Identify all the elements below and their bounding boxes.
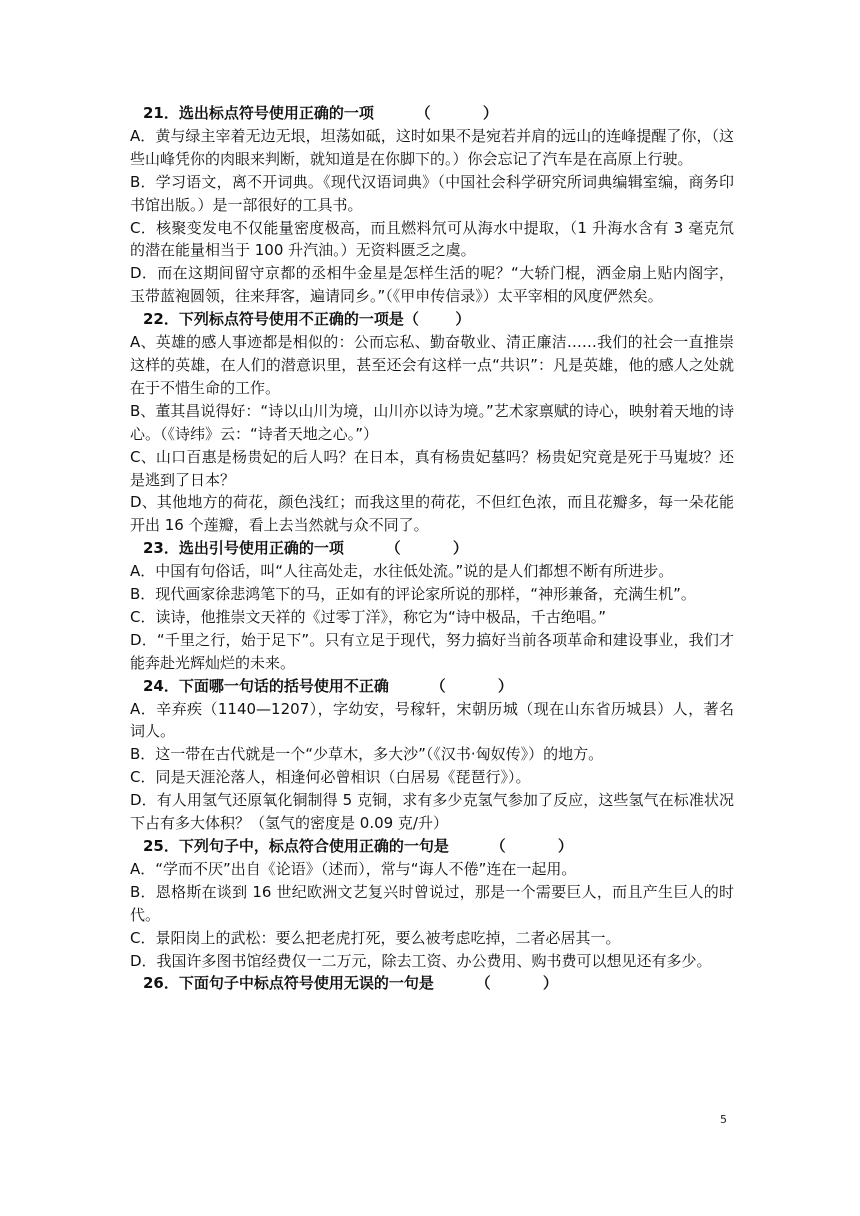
document-body [130,102,734,995]
option-d: D．有人用氢气还原氧化铜制得 5 克铜，求有多少克氢气参加了反应，这些氢气在标准状况下占有多大体积？（氢气的密度是 0.09 克/升） [130,791,734,833]
option-c: C．读诗，他推崇文天祥的《过零丁洋》，称它为“诗中极品，千古绝唱。” [130,607,607,626]
option-d: D．“千里之行，始于足下”。只有立足于现代，努力搞好当前各项革命和建设事业，我们才能奔赴光辉灿烂的未来。 [130,630,734,672]
option-b: B．这一带在古代就是一个“少草木，多大沙”（《汉书·匈奴传》）的地方。 [130,745,604,764]
question-23 [130,537,734,674]
question-24 [130,675,734,835]
option-b: B．恩格斯在谈到 16 世纪欧洲文艺复兴时曾说过，那是一个需要巨人，而且产生巨人的时代。 [130,882,734,924]
option-b: B．学习语文，离不开词典。《现代汉语词典》（中国社会科学研究所词典编辑室编，商务印书馆出版。）是一部很好的工具书。 [130,172,734,214]
question-25 [130,835,734,972]
option-d: D、其他地方的荷花，颜色浅红；而我这里的荷花，不但红色浓，而且花瓣多，每一朵花能开出 16 个莲瓣，看上去当然就与众不同了。 [130,493,734,535]
question-heading: 23．选出引号使用正确的一项 （ ） [143,539,468,558]
option-b: B、董其昌说得好：“诗以山川为境，山川亦以诗为境。”艺术家禀赋的诗心，映射着天地的诗心。（《诗纬》云：“诗者天地之心。”） [130,401,734,443]
option-a: A．黄与绿主宰着无边无垠，坦荡如砥，这时如果不是宛若并肩的远山的连峰提醒了你，（这些山峰凭你的肉眼来判断，就知道是在你脚下的。）你会忘记了汽车是在高原上行驶。 [130,126,734,168]
question-22 [130,308,734,537]
option-a: A．“学而不厌”出自《论语》（述而），常与“诲人不倦”连在一起用。 [130,859,577,878]
option-a: A．中国有句俗话，叫“人往高处走，水往低处流。”说的是人们都想不断有所进步。 [130,562,674,581]
question-heading: 22．下列标点符号使用不正确的一项是（ ） [143,310,471,329]
question-21 [130,102,734,308]
option-c: C．核聚变发电不仅能量密度极高，而且燃料氘可从海水中提取，（1 升海水含有 3 毫克氘的潜在能量相当于 100 升汽油。）无资料匮乏之虞。 [130,218,734,260]
page-number: 5 [720,1113,727,1126]
option-a: A、英雄的感人事迹都是相似的：公而忘私、勤奋敬业、清正廉洁……我们的社会一直推崇这样的英雄，在人们的潜意识里，甚至还会有这样一点“共识”：凡是英雄，他的感人之处就在于不惜生命的工作。 [130,333,734,397]
option-d: D．而在这期间留守京都的丞相牛金星是怎样生活的呢？“大轿门棍，洒金扇上贴内阁字，玉带蓝袍圆领，往来拜客，遍请同乡。”（《甲申传信录》）太平宰相的风度俨然矣。 [130,264,734,306]
option-b: B．现代画家徐悲鸿笔下的马，正如有的评论家所说的那样，“神形兼备，充满生机”。 [130,585,696,604]
option-d: D．我国许多图书馆经费仅一二万元，除去工资、办公费用、购书费可以想见还有多少。 [130,951,712,970]
option-c: C．同是天涯沦落人，相逢何必曾相识（白居易《琵琶行》）。 [130,768,531,787]
question-heading: 25．下列句子中，标点符合使用正确的一句是 （ ） [143,837,573,855]
option-c: C、山口百惠是杨贵妃的后人吗？在日本，真有杨贵妃墓吗？杨贵妃究竟是死于马嵬坡？还是逃到了日本？ [130,447,734,489]
option-a: A．辛弃疾（1140—1207），字幼安，号稼轩，宋朝历城（现在山东省历城县）人，著名词人。 [130,699,734,741]
question-heading: 26．下面句子中标点符号使用无误的一句是 （ ） [143,974,558,993]
question-26 [130,972,734,995]
option-c: C．景阳岗上的武松：要么把老虎打死，要么被考虑吃掉，二者必居其一。 [130,928,621,947]
question-heading: 21．选出标点符号使用正确的一项 （ ） [143,104,498,122]
question-heading: 24．下面哪一句话的括号使用不正确 （ ） [143,676,513,695]
